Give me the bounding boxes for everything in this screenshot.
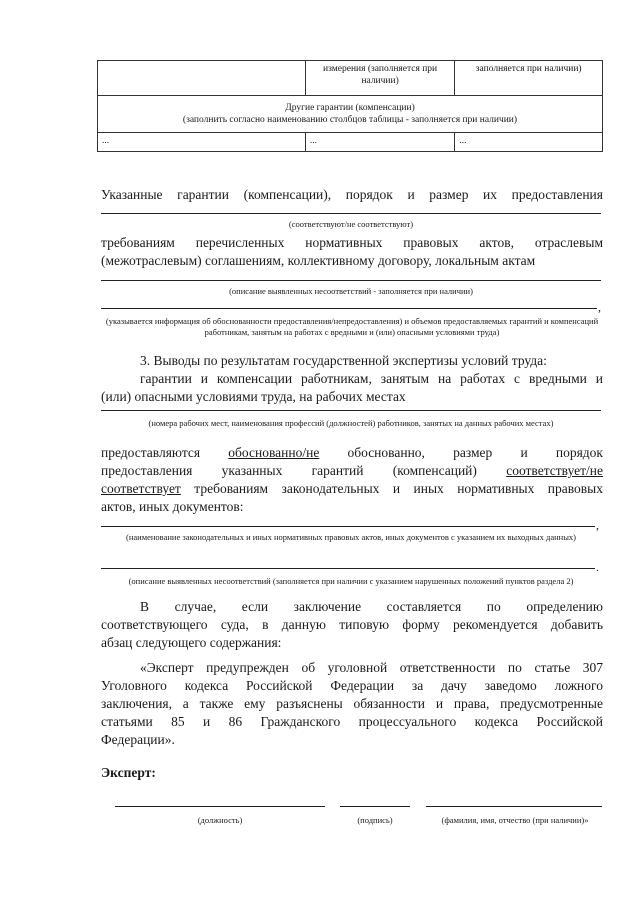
table-cell: ... xyxy=(455,133,603,152)
word: порядок xyxy=(555,445,603,460)
fill-line xyxy=(101,213,601,214)
note-compliance: (соответствуют/не соответствуют) xyxy=(288,219,414,229)
table-cell: ... xyxy=(305,133,455,152)
quote-line: Уголовного кодекса Российской Федерации за дачу заведомо ложного xyxy=(101,678,603,693)
fill-line xyxy=(101,410,601,411)
quote-line: заключения, а также ему разъяснены обязанности и права, предусмотренные xyxy=(101,696,603,711)
dot: . xyxy=(596,560,599,574)
word: обоснованно, xyxy=(347,445,425,460)
word-complies: соответствует/не xyxy=(506,463,604,478)
table-row xyxy=(98,96,603,133)
position-caption: (должность) xyxy=(197,815,243,825)
expert-label: Эксперт: xyxy=(101,765,156,780)
word: предоставляются xyxy=(101,445,201,460)
text: требованиям законодательных и иных нормативных правовых xyxy=(180,481,603,496)
paragraph-court-2: соответствующего суда, в данную типовую форму рекомендуется добавить xyxy=(101,617,603,632)
text: предоставления указанных гарантий (компенсаций) xyxy=(101,463,477,478)
note-discrepancies: (описание выявленных несоответствий - заполняется при наличии) xyxy=(229,286,473,296)
paragraph-provided-4: актов, иных документов: xyxy=(101,499,244,514)
table-section-cell xyxy=(98,96,603,133)
table-row xyxy=(98,61,603,96)
table-row xyxy=(98,133,603,152)
quote-line: «Эксперт предупрежден об уголовной ответственности по статье 307 xyxy=(140,660,603,675)
note-legal-acts: (наименование законодательных и иных нормативных правовых актов, иных документов с указанием их выходных данных) xyxy=(126,532,576,542)
paragraph-provided-3 xyxy=(101,480,603,498)
table-cell: заполняется при наличии) xyxy=(455,61,603,96)
fill-line xyxy=(101,568,595,569)
name-line xyxy=(426,806,602,807)
word-complies: соответствует xyxy=(101,481,181,496)
position-line xyxy=(115,806,325,807)
paragraph-court: В случае, если заключение составляется по определению xyxy=(140,599,603,614)
section-3-heading: 3. Выводы по результатам государственной экспертизы условий труда: xyxy=(140,353,547,368)
paragraph-court-3: абзац следующего содержания: xyxy=(101,635,282,650)
name-caption: (фамилия, имя, отчество (при наличии)» xyxy=(441,815,589,825)
table-cell: измерения (заполняется при наличии) xyxy=(305,61,455,96)
word: и xyxy=(520,445,528,460)
note-workplaces: (номера рабочих мест, наименования профессий (должностей) работников, занятых на данных рабочих местах) xyxy=(148,418,554,428)
paragraph-conclusions: гарантии и компенсации работникам, занятым на работах с вредными и xyxy=(140,371,603,386)
quote-line: статьями 85 и 86 Гражданского процессуального кодекса Российской xyxy=(101,714,603,729)
comma: , xyxy=(596,518,599,532)
note-violations: (описание выявленных несоответствий (заполняется при наличии с указанием нарушенных положений пунктов раздела 2) xyxy=(128,576,574,586)
fill-line xyxy=(101,526,595,527)
paragraph-requirements-2: (межотраслевым) соглашениям, коллективному договору, локальным актам xyxy=(101,253,536,268)
guarantees-table xyxy=(97,60,603,152)
fill-line xyxy=(101,280,601,281)
quote-line: Федерации». xyxy=(101,732,175,747)
paragraph-conclusions-2: (или) опасными условиями труда, на рабочих местах xyxy=(101,389,406,404)
table-cell: ... xyxy=(98,133,306,152)
paragraph-provided-2 xyxy=(101,462,603,480)
table-cell xyxy=(98,61,306,96)
fill-line xyxy=(101,308,597,309)
signature-line xyxy=(340,806,410,807)
other-guarantees-title: Другие гарантии (компенсации) xyxy=(285,103,415,113)
note-justification: (указывается информация об обоснованности предоставления/непредоставления) и объемов предоставляемых гарантий и компенсаций работникам, занятым на работах с вредными и (или) опасными условиями труда) xyxy=(105,316,599,337)
comma: , xyxy=(598,300,601,314)
paragraph-provided xyxy=(101,444,603,462)
signature-caption: (подпись) xyxy=(357,815,393,825)
paragraph-guarantees: Указанные гарантии (компенсации), порядок и размер их предоставления xyxy=(101,187,603,202)
paragraph-requirements: требованиям перечисленных нормативных правовых актов, отраслевым xyxy=(101,235,603,250)
other-guarantees-note: (заполнить согласно наименованию столбцов таблицы - заполняется при наличии) xyxy=(182,115,518,125)
word: размер xyxy=(453,445,493,460)
word-justified: обоснованно/не xyxy=(228,445,320,460)
